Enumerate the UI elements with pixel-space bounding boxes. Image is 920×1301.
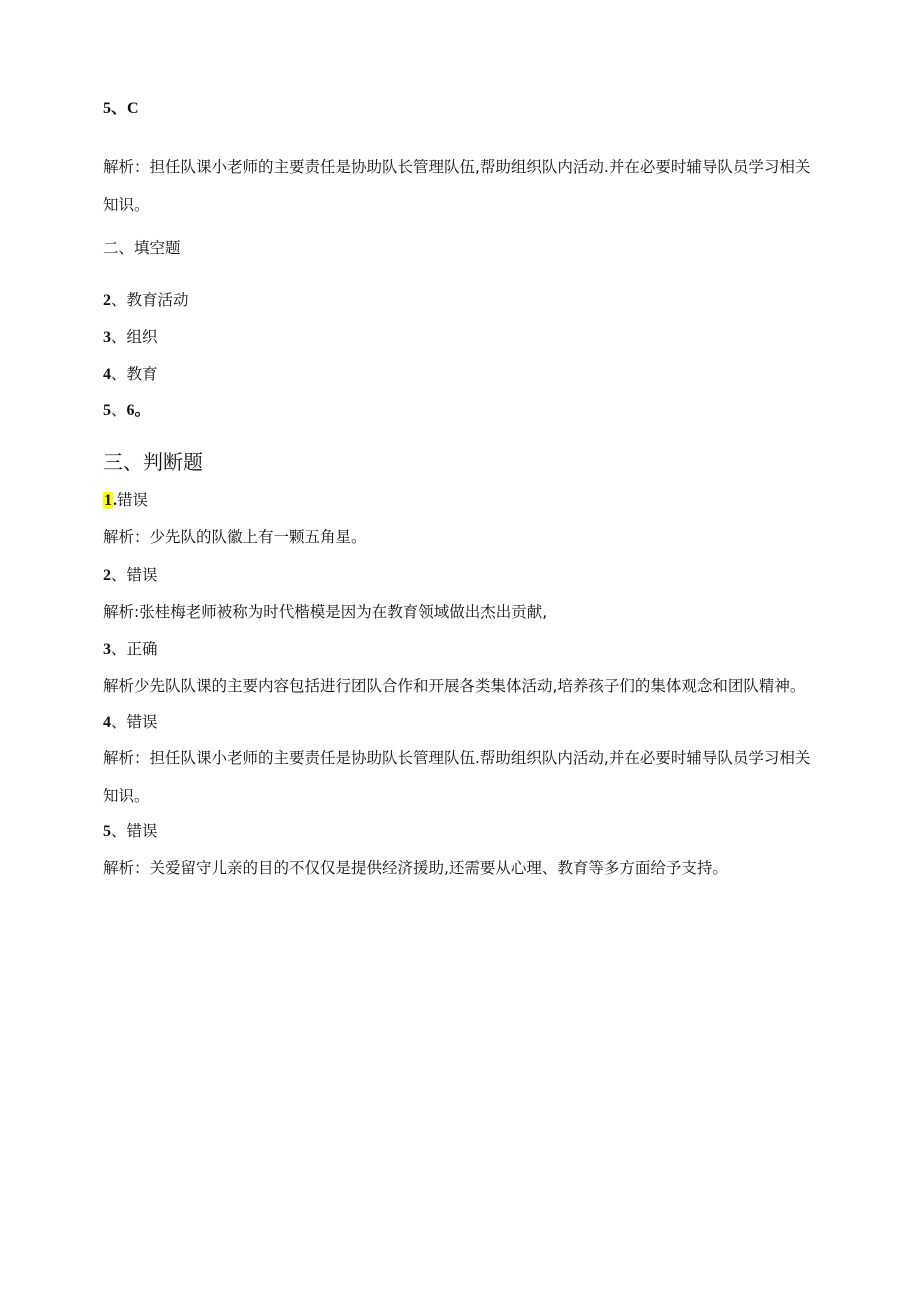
item-answer: 错误	[117, 491, 149, 509]
item-number: 4	[103, 714, 111, 731]
item-answer: 错误	[126, 822, 158, 840]
item-separator: 、	[111, 401, 127, 419]
fill-answer-2	[103, 290, 189, 311]
answer-5c: 5、C	[103, 100, 139, 117]
item-separator: 、	[111, 566, 127, 584]
item-answer: 正确	[126, 640, 158, 658]
section-true-false-title: 三、判断题	[103, 450, 203, 474]
tf-explanation-2: 解析:张桂梅老师被称为时代楷模是因为在教育领域做出杰出贡献,	[103, 603, 548, 621]
item-text: 组织	[126, 328, 158, 346]
item-number-highlighted: 1	[104, 492, 112, 509]
item-number: 5	[103, 823, 111, 840]
item-separator: .	[113, 492, 117, 509]
item-number: 4	[103, 366, 111, 383]
item-separator: 、	[111, 291, 127, 309]
item-answer: 错误	[126, 566, 158, 584]
item-number: 5	[103, 402, 111, 419]
tf-explanation-3: 解析少先队队课的主要内容包括进行团队合作和开展各类集体活动,培养孩子们的集体观念和团队精神。	[103, 677, 806, 695]
item-separator: 、	[111, 640, 127, 658]
tf-answer-1	[103, 490, 148, 511]
item-separator: 、	[111, 328, 127, 346]
item-text: 教育活动	[126, 291, 189, 309]
item-text: 6。	[126, 402, 151, 419]
item-separator: 、	[111, 713, 127, 731]
item-number: 2	[103, 292, 111, 309]
fill-answer-5	[103, 400, 151, 421]
fill-answer-3	[103, 327, 158, 348]
tf-answer-2	[103, 565, 158, 586]
tf-explanation-5: 解析：关爱留守儿亲的目的不仅仅是提供经济援助,还需要从心理、教育等多方面给予支持。	[103, 859, 728, 877]
tf-answer-4	[103, 712, 158, 733]
explanation-choice-5: 解析：担任队课小老师的主要责任是协助队长管理队伍,帮助组织队内活动.并在必要时辅导队员学习相关知识。	[103, 158, 811, 214]
fill-answer-4	[103, 364, 158, 385]
tf-answer-5	[103, 821, 158, 842]
section-fill-blank-title: 二、填空题	[103, 239, 181, 257]
item-answer: 错误	[126, 713, 158, 731]
item-text: 教育	[126, 365, 158, 383]
tf-explanation-4: 解析：担任队课小老师的主要责任是协助队长管理队伍.帮助组织队内活动,并在必要时辅导队员学习相关知识。	[103, 749, 811, 805]
item-separator: 、	[111, 365, 127, 383]
tf-answer-3	[103, 639, 158, 660]
item-number: 3	[103, 641, 111, 658]
item-number: 3	[103, 329, 111, 346]
tf-explanation-1: 解析：少先队的队徽上有一颗五角星。	[103, 528, 367, 546]
item-number: 2	[103, 567, 111, 584]
item-separator: 、	[111, 822, 127, 840]
